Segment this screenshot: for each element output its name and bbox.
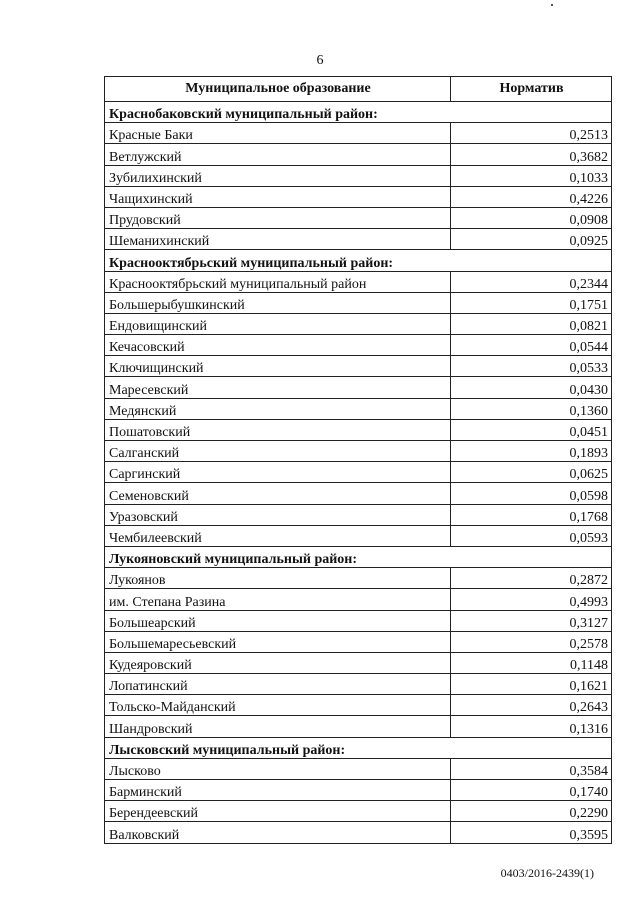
municipality-name: Ендовищинский: [105, 313, 451, 334]
table-row: [105, 335, 612, 356]
norm-value: 0,2290: [451, 801, 612, 822]
municipality-name: Кудеяровский: [105, 652, 451, 673]
table-row: [105, 822, 612, 843]
municipality-name: Большемаресьевский: [105, 631, 451, 652]
district-row: [105, 250, 612, 271]
municipality-name: Уразовский: [105, 504, 451, 525]
norm-value: 0,1740: [451, 780, 612, 801]
table-row: [105, 123, 612, 144]
norm-value: 0,3682: [451, 144, 612, 165]
municipality-name: Семеновский: [105, 483, 451, 504]
municipality-name: Лысково: [105, 758, 451, 779]
municipality-name: Берендеевский: [105, 801, 451, 822]
norm-value: 0,2513: [451, 123, 612, 144]
table-row: [105, 229, 612, 250]
table-row: [105, 186, 612, 207]
table-row: [105, 356, 612, 377]
norm-value: 0,1751: [451, 292, 612, 313]
norms-table: [104, 76, 612, 844]
norm-value: 0,1360: [451, 398, 612, 419]
table-row: [105, 419, 612, 440]
municipality-name: Салганский: [105, 441, 451, 462]
table-body: [105, 102, 612, 844]
municipality-name: Шандровский: [105, 716, 451, 737]
norm-value: 0,1033: [451, 165, 612, 186]
norm-value: 0,0430: [451, 377, 612, 398]
municipality-name: Шеманихинский: [105, 229, 451, 250]
norm-value: 0,0925: [451, 229, 612, 250]
document-code: 0403/2016-2439(1): [500, 866, 594, 880]
table-header-row: [105, 77, 612, 102]
norm-value: 0,4993: [451, 589, 612, 610]
municipality-name: Кечасовский: [105, 335, 451, 356]
column-header-norm: Норматив: [451, 77, 612, 102]
table-row: [105, 292, 612, 313]
table-row: [105, 271, 612, 292]
municipality-name: Лопатинский: [105, 674, 451, 695]
municipality-name: Красные Баки: [105, 123, 451, 144]
norm-value: 0,3595: [451, 822, 612, 843]
table-row: [105, 504, 612, 525]
table-row: [105, 462, 612, 483]
municipality-name: Тольско-Майданский: [105, 695, 451, 716]
municipality-name: Большерыбушкинский: [105, 292, 451, 313]
table-row: [105, 207, 612, 228]
table-row: [105, 631, 612, 652]
norm-value: 0,0544: [451, 335, 612, 356]
norm-value: 0,0593: [451, 525, 612, 546]
municipality-name: Зубилихинский: [105, 165, 451, 186]
page-number: 6: [316, 53, 324, 68]
municipality-name: Валковский: [105, 822, 451, 843]
table-row: [105, 568, 612, 589]
municipality-name: Медянский: [105, 398, 451, 419]
municipality-name: Краснооктябрьский муниципальный район: [105, 271, 451, 292]
norm-value: 0,1316: [451, 716, 612, 737]
district-title: Лысковский муниципальный район:: [105, 737, 612, 758]
table-row: [105, 716, 612, 737]
scan-speck: [551, 4, 553, 6]
norm-value: 0,1148: [451, 652, 612, 673]
table-row: [105, 483, 612, 504]
table-row: [105, 313, 612, 334]
municipality-name: Саргинский: [105, 462, 451, 483]
norm-value: 0,4226: [451, 186, 612, 207]
municipality-name: Большеарский: [105, 610, 451, 631]
municipality-name: Чембилеевский: [105, 525, 451, 546]
norm-value: 0,2578: [451, 631, 612, 652]
column-header-municipality: Муниципальное образование: [105, 77, 451, 102]
district-row: [105, 546, 612, 567]
municipality-name: Лукоянов: [105, 568, 451, 589]
norm-value: 0,0598: [451, 483, 612, 504]
municipality-name: Чащихинский: [105, 186, 451, 207]
table-row: [105, 525, 612, 546]
municipality-name: Ветлужский: [105, 144, 451, 165]
table-row: [105, 398, 612, 419]
norm-value: 0,2643: [451, 695, 612, 716]
table-row: [105, 801, 612, 822]
municipality-name: Прудовский: [105, 207, 451, 228]
table-row: [105, 695, 612, 716]
table-row: [105, 441, 612, 462]
district-title: Лукояновский муниципальный район:: [105, 546, 612, 567]
norm-value: 0,2344: [451, 271, 612, 292]
table-row: [105, 652, 612, 673]
norm-value: 0,1893: [451, 441, 612, 462]
municipality-name: Ключищинский: [105, 356, 451, 377]
table-row: [105, 165, 612, 186]
table-row: [105, 377, 612, 398]
municipality-name: Маресевский: [105, 377, 451, 398]
norm-value: 0,1768: [451, 504, 612, 525]
table-row: [105, 144, 612, 165]
district-row: [105, 737, 612, 758]
norm-value: 0,0533: [451, 356, 612, 377]
norm-value: 0,0908: [451, 207, 612, 228]
norm-value: 0,0821: [451, 313, 612, 334]
norm-value: 0,0625: [451, 462, 612, 483]
norm-value: 0,0451: [451, 419, 612, 440]
table-row: [105, 674, 612, 695]
table-row: [105, 589, 612, 610]
table-row: [105, 758, 612, 779]
municipality-name: Барминский: [105, 780, 451, 801]
norm-value: 0,1621: [451, 674, 612, 695]
municipality-name: Пошатовский: [105, 419, 451, 440]
table-row: [105, 610, 612, 631]
table-row: [105, 780, 612, 801]
municipality-name: им. Степана Разина: [105, 589, 451, 610]
norm-value: 0,3584: [451, 758, 612, 779]
district-title: Краснобаковский муниципальный район:: [105, 102, 612, 123]
district-title: Краснооктябрьский муниципальный район:: [105, 250, 612, 271]
norm-value: 0,3127: [451, 610, 612, 631]
norm-value: 0,2872: [451, 568, 612, 589]
district-row: [105, 102, 612, 123]
